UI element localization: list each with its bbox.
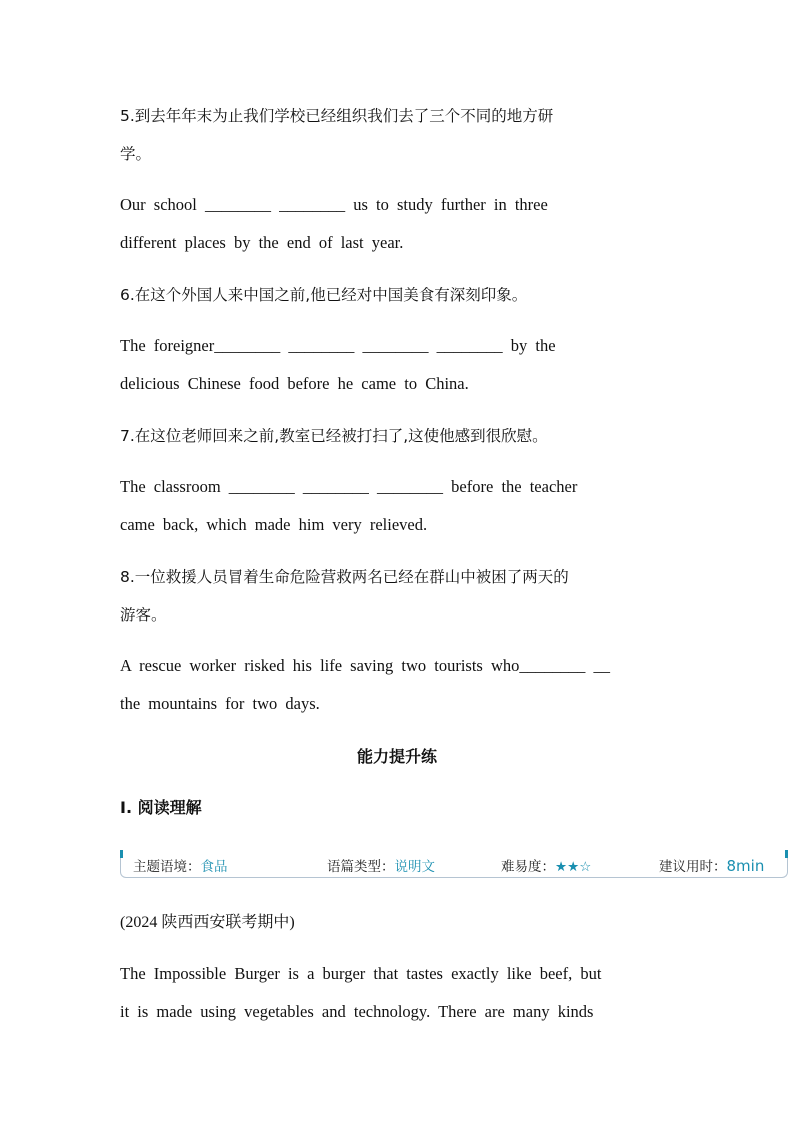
item-8-english-line-1: A rescue worker risked his life saving two tourists who________ __ bbox=[120, 656, 611, 675]
item-5-english-line-1: Our school ________ ________ us to study further in three bbox=[120, 195, 548, 214]
section-heading: 能力提升练 bbox=[356, 747, 437, 766]
topic-field bbox=[133, 855, 228, 875]
passage-line-1: The Impossible Burger is a burger that tastes exactly like beef, but bbox=[120, 964, 602, 983]
item-8-chinese-line-1: 8.一位救援人员冒着生命危险营救两名已经在群山中被困了两天的 bbox=[120, 568, 569, 586]
passage-info-bar bbox=[120, 851, 788, 878]
info-bar-left-accent bbox=[120, 850, 123, 858]
genre-label: 语篇类型： bbox=[327, 859, 395, 875]
item-5-chinese-line-2: 学。 bbox=[120, 145, 152, 163]
difficulty-field bbox=[501, 855, 591, 875]
time-label: 建议用时： bbox=[659, 859, 727, 875]
passage-source: (2024 陕西西安联考期中) bbox=[120, 914, 295, 931]
item-5-chinese-line-1: 5.到去年年末为止我们学校已经组织我们去了三个不同的地方研 bbox=[120, 107, 554, 125]
passage-line-2: it is made using vegetables and technology. There are many kinds bbox=[120, 1002, 594, 1021]
topic-label: 主题语境： bbox=[133, 859, 201, 875]
item-6-english-line-1: The foreigner________ ________ ________ ________ by the bbox=[120, 336, 556, 355]
info-bar-right-accent bbox=[785, 850, 788, 858]
difficulty-label: 难易度： bbox=[501, 859, 555, 875]
item-6-english-line-2: delicious Chinese food before he came to China. bbox=[120, 374, 469, 393]
item-7-chinese-line-1: 7.在这位老师回来之前,教室已经被打扫了,这使他感到很欣慰。 bbox=[120, 427, 548, 445]
item-8-english-line-2: the mountains for two days. bbox=[120, 694, 320, 713]
time-field bbox=[659, 855, 764, 875]
item-5-english-line-2: different places by the end of last year. bbox=[120, 233, 404, 252]
difficulty-stars-icon: ★★☆ bbox=[555, 859, 592, 875]
section-title: Ⅰ. 阅读理解 bbox=[120, 798, 202, 817]
genre-field bbox=[327, 855, 435, 875]
genre-value: 说明文 bbox=[394, 859, 435, 875]
time-value: 8min bbox=[726, 857, 765, 875]
item-6-chinese-line-1: 6.在这个外国人来中国之前,他已经对中国美食有深刻印象。 bbox=[120, 286, 528, 304]
item-7-english-line-2: came back, which made him very relieved. bbox=[120, 515, 428, 534]
item-7-english-line-1: The classroom ________ ________ ________ before the teacher bbox=[120, 477, 578, 496]
item-8-chinese-line-2: 游客。 bbox=[120, 606, 167, 624]
topic-value: 食品 bbox=[200, 859, 228, 875]
